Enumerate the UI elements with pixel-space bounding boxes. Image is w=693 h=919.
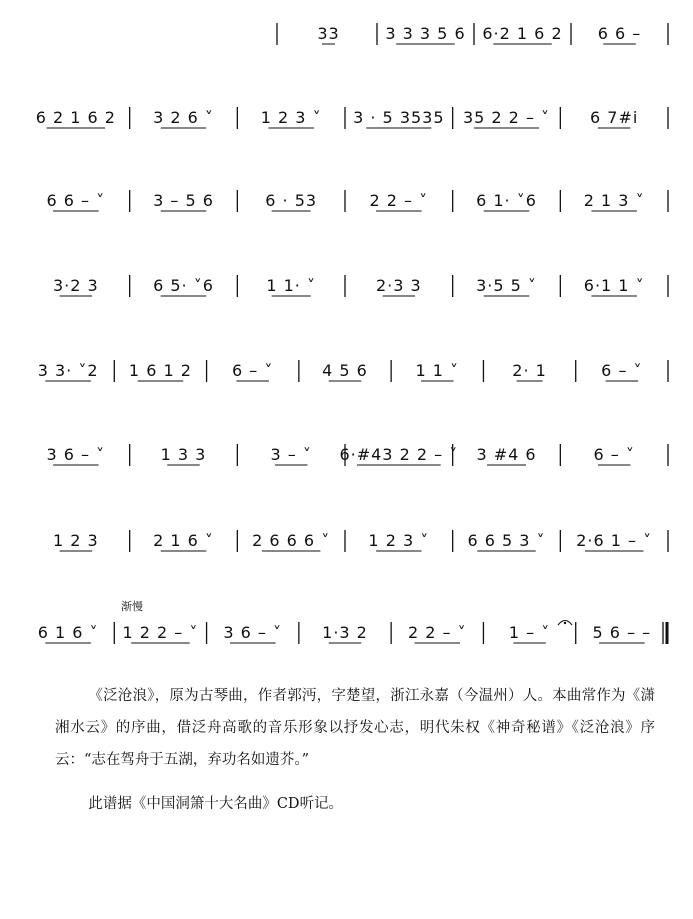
measure-notes: 2 1 3 ˅ (583, 191, 645, 210)
commentary (55, 680, 655, 820)
measure-notes: 6 7#i (590, 108, 639, 127)
measure-notes: 6 · 53 (265, 191, 318, 210)
measure-notes: 3 6 – ˅ (46, 445, 106, 464)
measure-notes: 2 2 – ˅ (369, 191, 429, 210)
measure-notes: 1 3 3 (160, 445, 207, 464)
measure-notes: 1 2 3 ˅ (368, 531, 430, 550)
measure-notes: 4 5 6 (322, 361, 368, 380)
measure-notes: 3 2 6 ˅ (153, 108, 214, 127)
measure-notes: 6·2 1 6 2 (482, 24, 563, 43)
measure-notes: 6·#43 2 2 – ˅ (339, 445, 459, 464)
measure-notes: 3 #4 6 (476, 445, 537, 464)
measure-notes: 2·6 1 – ˅ (576, 531, 653, 550)
measure-notes: 1 1· ˅ (266, 276, 316, 295)
measure-notes: 2 2 – ˅ (407, 623, 467, 642)
measure-notes: 3 3 3 5 6 (385, 24, 466, 43)
measure-notes: 6 6 – (597, 24, 642, 43)
fermata-dot (564, 622, 566, 624)
measure-notes: 3·2 3 (52, 276, 99, 295)
measure-notes: 1 2 2 – ˅ (122, 623, 199, 642)
measure-notes: 1 2 3 (52, 531, 99, 550)
measure-notes: 3 – ˅ (270, 445, 312, 464)
measure-notes: 5 6 – – (592, 623, 652, 642)
measure-notes: 2· 1 (512, 361, 547, 380)
measure-notes: 1·3 2 (322, 623, 368, 642)
measure-notes: 1 2 3 ˅ (260, 108, 322, 127)
measure-notes: 1 1 ˅ (415, 361, 460, 380)
commentary-paragraph-2: 此谱据《中国洞箫十大名曲》CD听记。 (88, 796, 344, 812)
measure-notes: 3·5 5 ˅ (476, 276, 537, 295)
measure-notes: 6 – ˅ (601, 361, 643, 380)
measure-notes: 6 5· ˅6 (153, 276, 214, 295)
measure-notes: 3 3· ˅2 (37, 361, 99, 380)
measure-notes: 3 · 5 3535 (353, 108, 445, 127)
measure-notes: 3 6 – ˅ (223, 623, 283, 642)
measure-notes: 6 1· ˅6 (476, 191, 537, 210)
measure-notes: 6 6 – ˅ (46, 191, 106, 210)
commentary-paragraph-1: 《泛沧浪》，原为古琴曲，作者郭沔，字楚望，浙江永嘉（今温州）人。本曲常作为《潇湘水云》的序曲，借泛舟高歌的音乐形象以抒发心志，明代朱权《神奇秘谱》《泛沧浪》序云：“志在驾舟于五湖，弃功名如遗芥。” (55, 688, 655, 768)
measure-notes: 2·3 3 (375, 276, 422, 295)
measure-notes: 2 6 6 6 ˅ (252, 531, 331, 550)
measure-notes: 1 6 1 2 (128, 361, 192, 380)
measure-notes: 2 1 6 ˅ (153, 531, 214, 550)
measure-notes: 6·1 1 ˅ (583, 276, 645, 295)
measure-notes: 6 6 5 3 ˅ (467, 531, 546, 550)
tempo-marking: 渐慢 (121, 600, 143, 613)
measure-notes: 6 – ˅ (232, 361, 274, 380)
measure-notes: 3 – 5 6 (153, 191, 214, 210)
measure-notes: 33 (317, 24, 340, 43)
measure-notes: 6 2 1 6 2 (35, 108, 116, 127)
measure-notes: 1 – ˅ (508, 623, 551, 642)
measure-notes: 6 – ˅ (593, 445, 635, 464)
measure-notes: 35 2 2 – ˅ (462, 108, 551, 127)
measure-notes: 6 1 6 ˅ (37, 623, 99, 642)
